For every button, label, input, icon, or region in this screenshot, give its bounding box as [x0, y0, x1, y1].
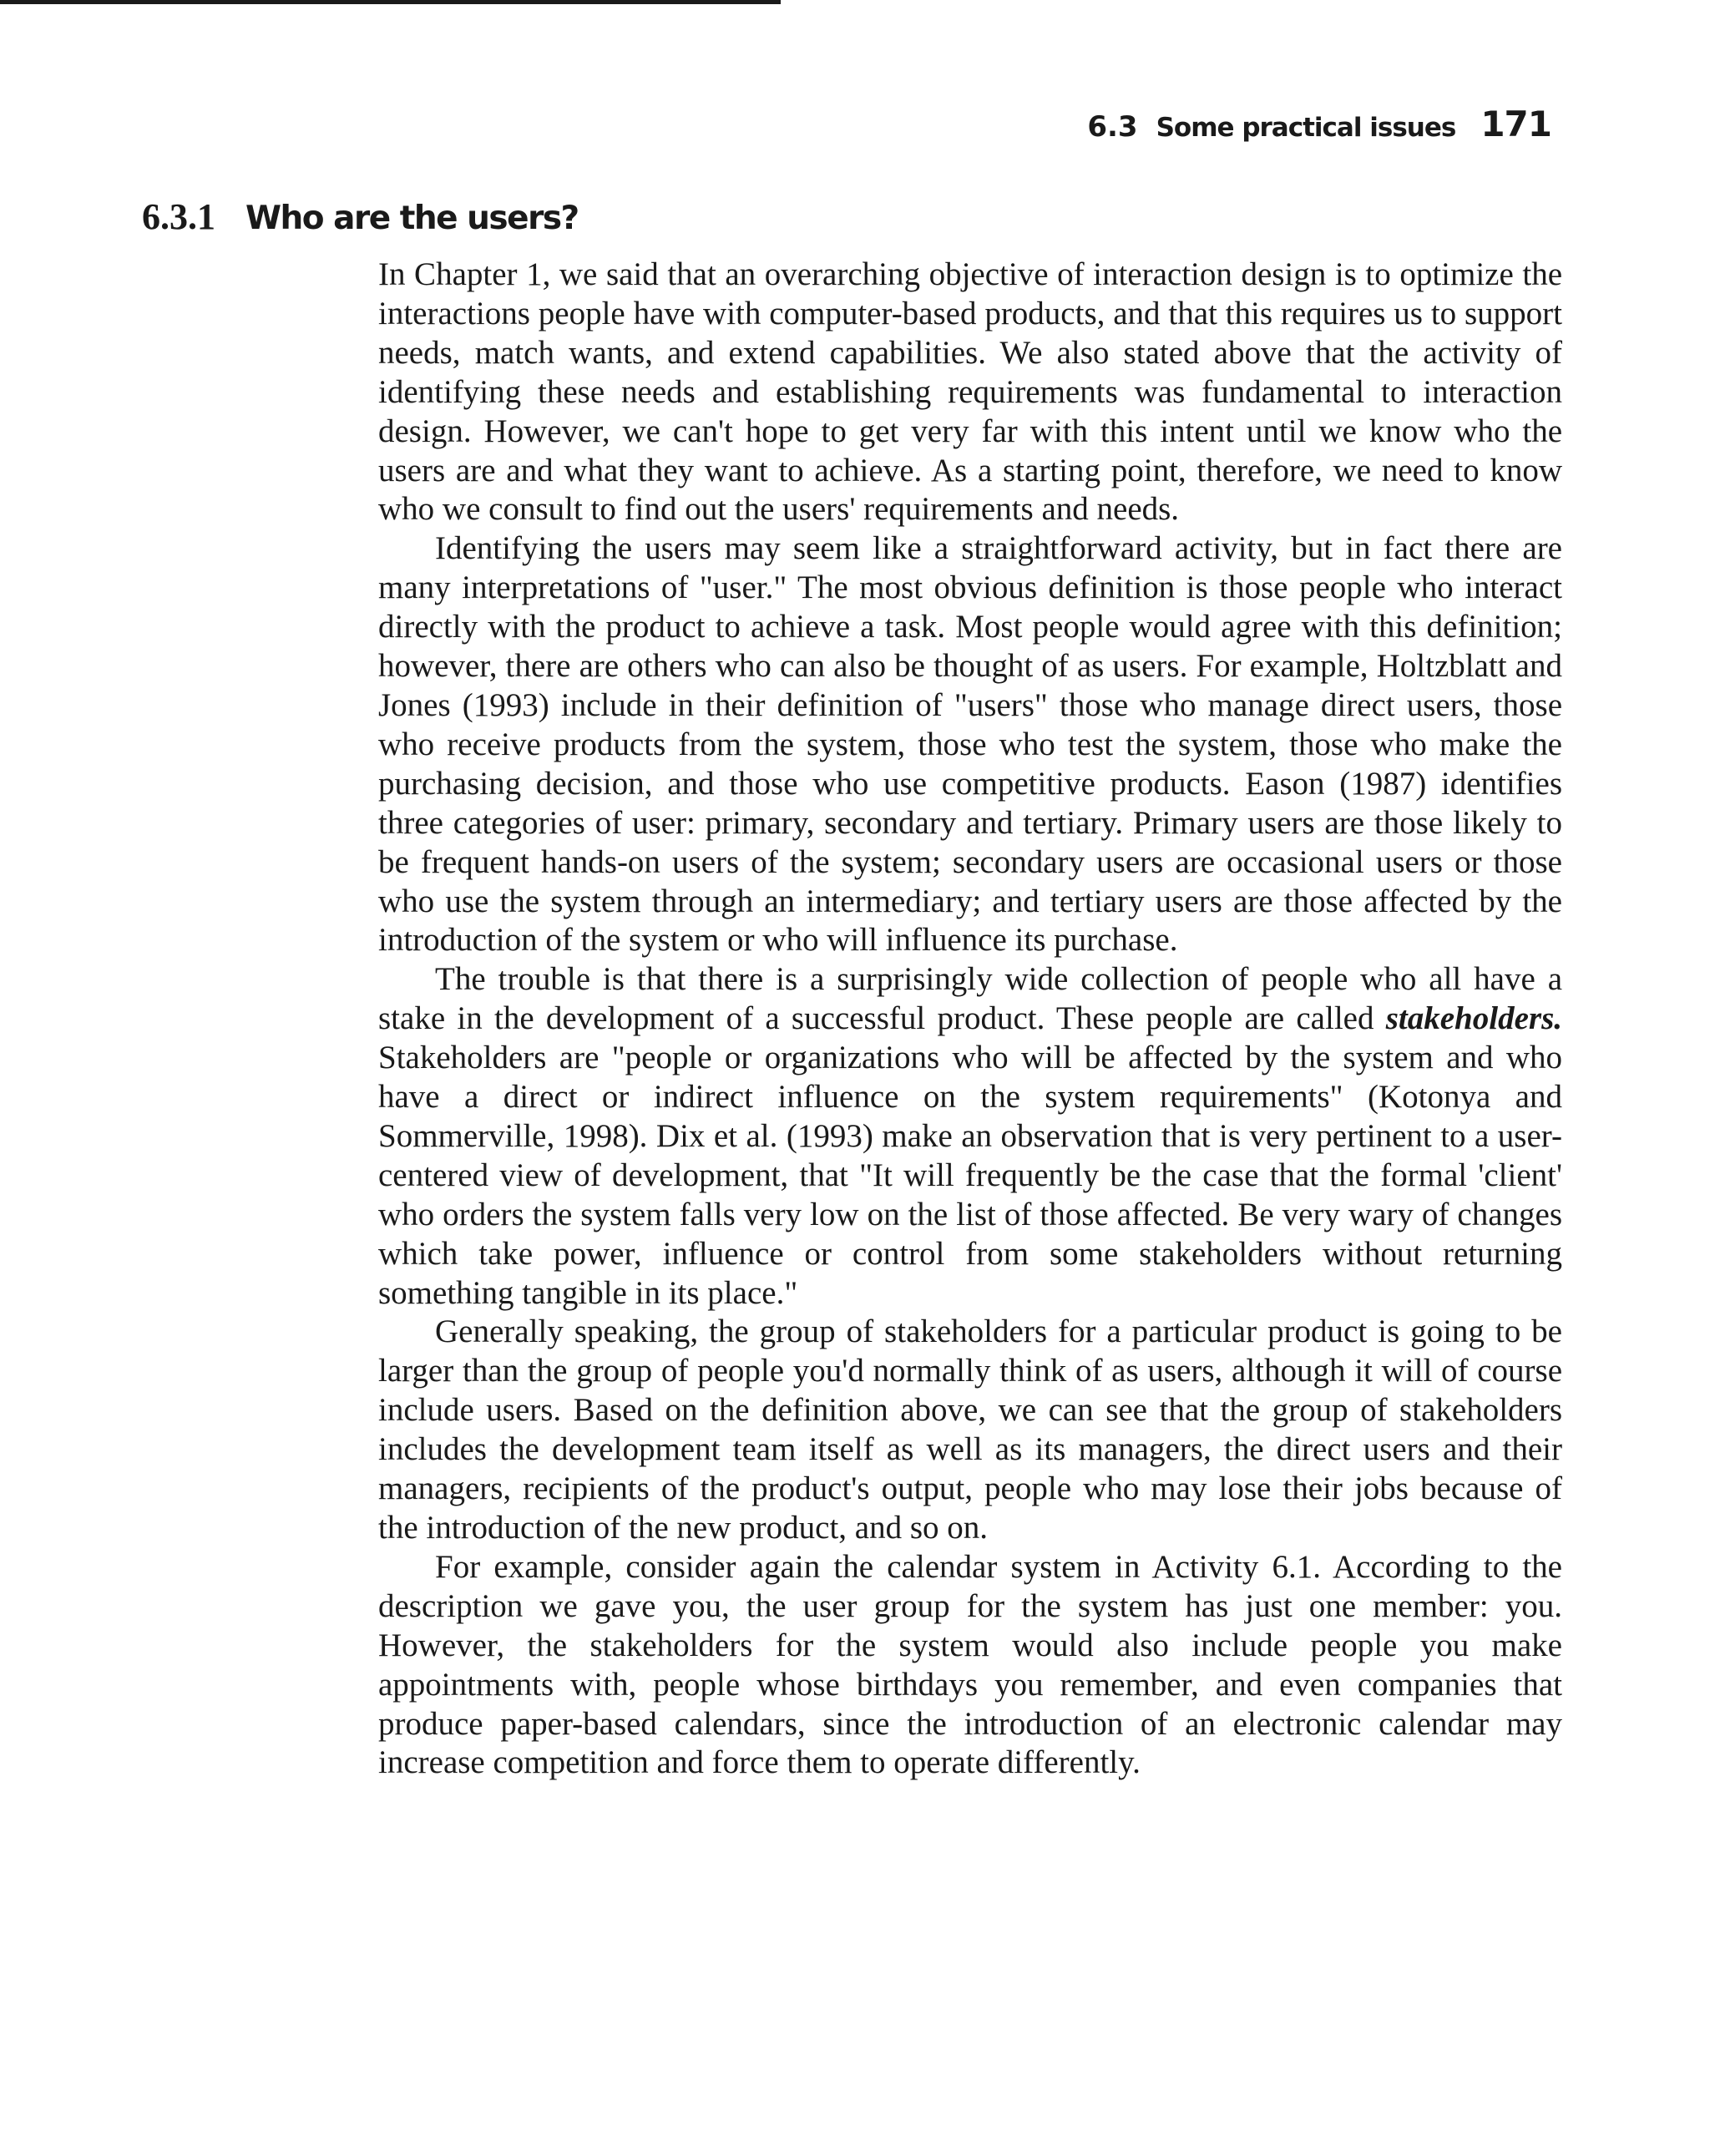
section-number: 6.3.1 — [142, 196, 215, 237]
keyword-stakeholders: stakeholders. — [1385, 1000, 1562, 1037]
paragraph-1: In Chapter 1, we said that an overarching objective of interaction design is to optimize the interactions people have with computer-based products, and that this requires us to support needs, match wants, and extend capabilities. We also stated above that the activity of identifying these needs and establishing requirements was fundamental to interaction design. However, we can't hope to get very far with this intent until we know who the users are and what they want to achieve. As a starting point, therefore, we need to know who we consult to find out the users' requirements and needs. — [378, 256, 1562, 528]
running-head-section-number: 6.3 — [1087, 110, 1138, 144]
paragraph-3-text-after: Stakeholders are "people or organizations who will be affected by the system and who have a direct or indirect influence on the system requirements" (Kotonya and Sommerville, 1998). Dix et al. (1993) make an observation that is very pertinent to a user-centered view of development, that "It will frequently be the case that the formal 'client' who orders the system falls very low on the list of those affected. Be very wary of changes which take power, influence or control from some stakeholders without returning something tangible in its place." — [378, 1040, 1562, 1311]
paragraph-2: Identifying the users may seem like a straightforward activity, but in fact there are many interpretations of "user." The most obvious definition is those people who interact directly with the product to achieve a task. Most people would agree with this definition; however, there are others who can also be thought of as users. For example, Holtzblatt and Jones (1993) include in their definition of "users" those who manage direct users, those who receive products from the system, those who test the system, those who make the purchasing decision, and those who use competitive products. Eason (1987) identifies three categories of user: primary, secondary and tertiary. Primary users are those likely to be frequent hands-on users of the system; secondary users are occasional users or those who use the system through an intermediary; and tertiary users are those affected by the introduction of the system or who will influence its purchase. — [378, 530, 1562, 959]
page-number: 171 — [1480, 104, 1551, 144]
running-head-section-title: Some practical issues — [1156, 113, 1456, 143]
running-head — [1087, 104, 1551, 144]
body-text — [378, 256, 1562, 1783]
paragraph-4: Generally speaking, the group of stakeholders for a particular product is going to be larger than the group of people you'd normally think of as users, although it will of course include users. Based on the definition above, we can see that the group of stakeholders includes the development team itself as well as its managers, the direct users and their managers, recipients of the product's output, people who may lose their jobs because of the introduction of the new product, and so on. — [378, 1313, 1562, 1546]
paragraph-3-text-before: The trouble is that there is a surprisingly wide collection of people who all have a stake in the development of a successful product. These people are called — [378, 961, 1562, 1037]
top-rule — [0, 0, 781, 4]
paragraph-3 — [378, 960, 1562, 1313]
section-heading — [142, 196, 579, 237]
paragraph-5: For example, consider again the calendar system in Activity 6.1. According to the description we gave you, the user group for the system has just one member: you. However, the stakeholders for the system would also include people you make appointments with, people whose birthdays you remember, and even companies that produce paper-based calendars, since the introduction of an electronic calendar may increase competition and force them to operate differently. — [378, 1548, 1562, 1781]
section-title: Who are the users? — [245, 200, 579, 237]
